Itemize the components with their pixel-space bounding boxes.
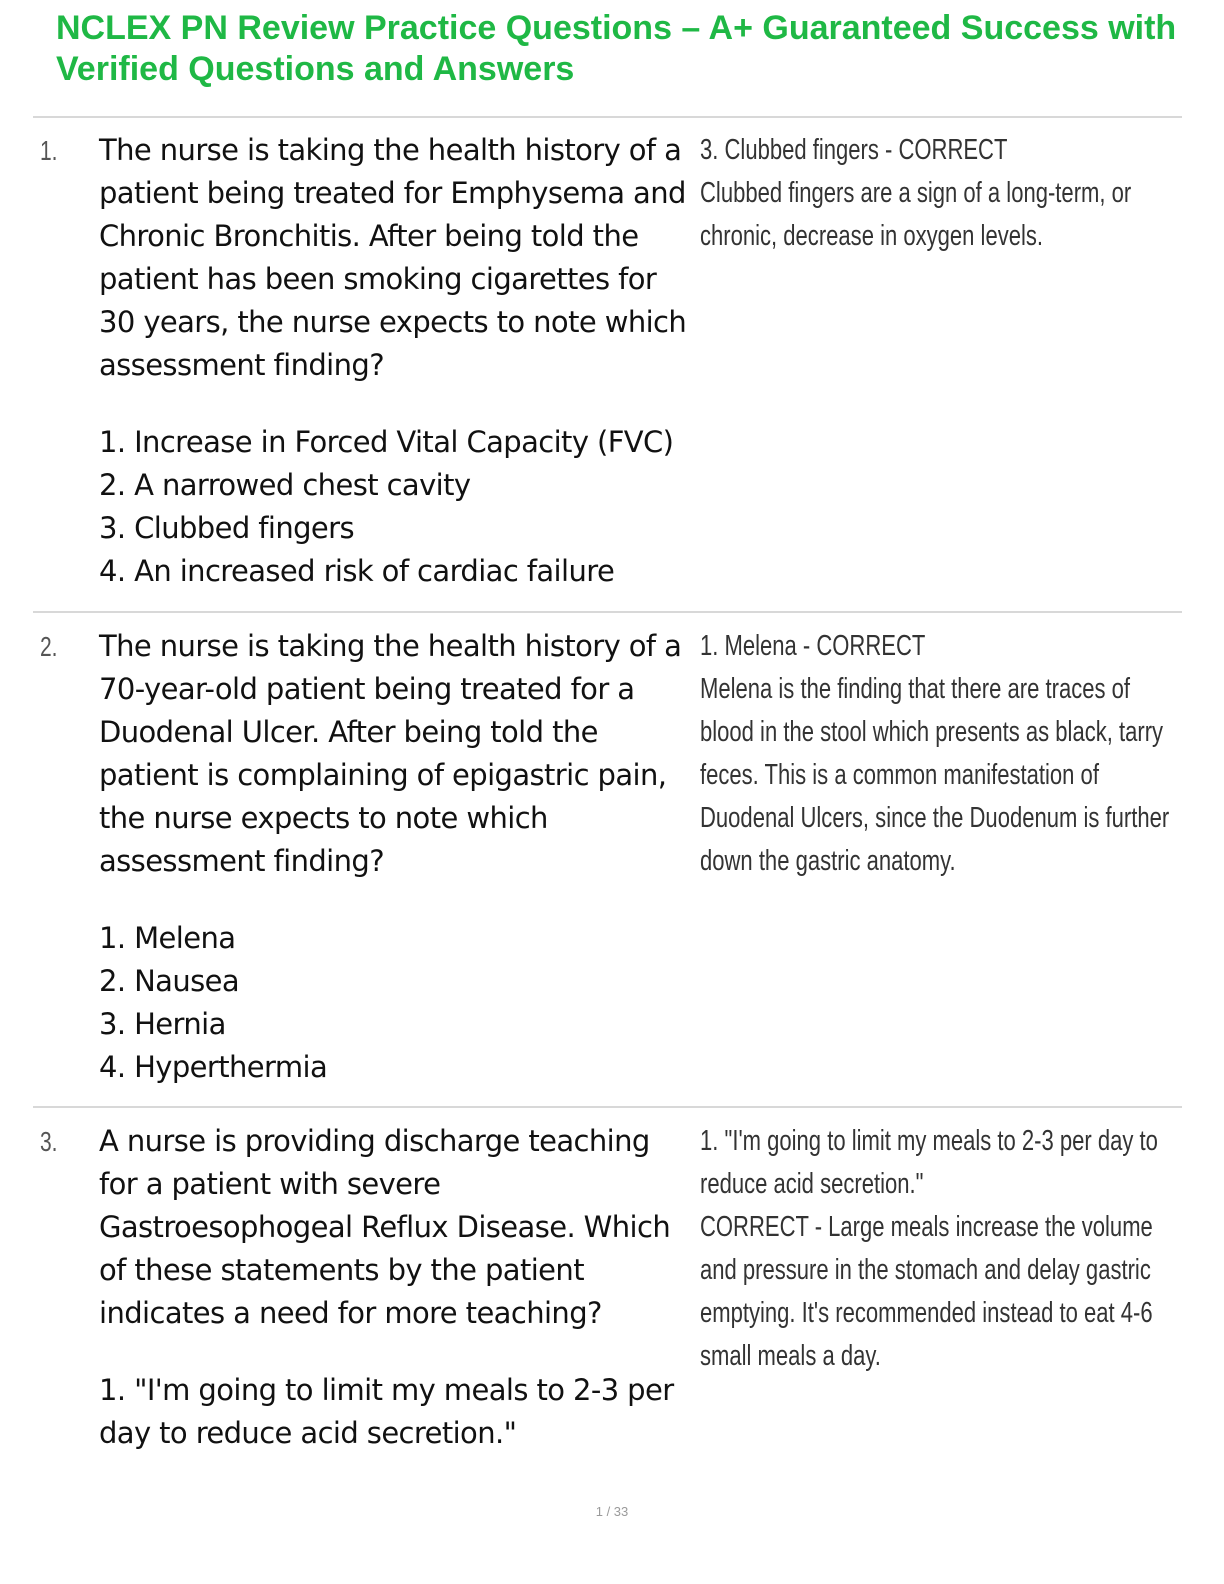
rationale: CORRECT - Large meals increase the volume and pressure in the stomach and delay gastric emptying. It's recommended instead to eat 4-6 small meals a day. [700,1211,1153,1372]
question-number: 3. [40,1126,58,1157]
answer-explanation [700,1120,1171,1378]
divider [33,611,1182,613]
option-1: 1. Increase in Forced Vital Capacity (FVC) [99,425,674,459]
option-1: 1. "I'm going to limit my meals to 2-3 per day to reduce acid secretion." [99,1373,674,1450]
option-2: 2. Nausea [99,964,240,998]
rationale: Clubbed fingers are a sign of a long-term, or chronic, decrease in oxygen levels. [700,177,1132,252]
question-number: 1. [40,135,58,166]
answer-explanation [700,625,1171,883]
answer-options [99,421,699,593]
correct-answer: 1. Melena - CORRECT [700,630,926,662]
divider [33,116,1182,118]
correct-answer: 1. "I'm going to limit my meals to 2-3 per day to reduce acid secretion." [700,1125,1158,1200]
question-text: The nurse is taking the health history of a 70-year-old patient being treated for a Duodenal Ulcer. After being told the patient is complaining of epigastric pain, the nurse expects to note which assessment finding? [99,629,682,878]
question-text: The nurse is taking the health history of a patient being treated for Emphysema and Chronic Bronchitis. After being told the patient has been smoking cigarettes for 30 years, the nurse expects to note which assessment finding? [99,133,687,382]
question-number: 2. [40,631,58,662]
option-3: 3. Hernia [99,1007,226,1041]
option-3: 3. Clubbed fingers [99,511,354,545]
answer-options [99,917,699,1089]
answer-explanation [700,129,1171,258]
option-1: 1. Melena [99,921,236,955]
rationale: Melena is the finding that there are traces of blood in the stool which presents as black, tarry feces. This is a common manifestation of Duodenal Ulcers, since the Duodenum is further down the gastric anatomy. [700,673,1170,877]
page-number: 1 / 33 [595,1504,629,1519]
question-text: A nurse is providing discharge teaching for a patient with severe Gastroesophogeal Reflux Disease. Which of these statements by the patient indicates a need for more teaching? [99,1124,671,1330]
divider [33,1106,1182,1108]
option-4: 4. An increased risk of cardiac failure [99,554,615,588]
option-2: 2. A narrowed chest cavity [99,468,471,502]
option-4: 4. Hyperthermia [99,1050,328,1084]
correct-answer: 3. Clubbed fingers - CORRECT [700,134,1008,166]
answer-options [99,1369,699,1455]
document-title: NCLEX PN Review Practice Questions – A+ Guaranteed Success with Verified Questions and Answers [56,9,1177,88]
